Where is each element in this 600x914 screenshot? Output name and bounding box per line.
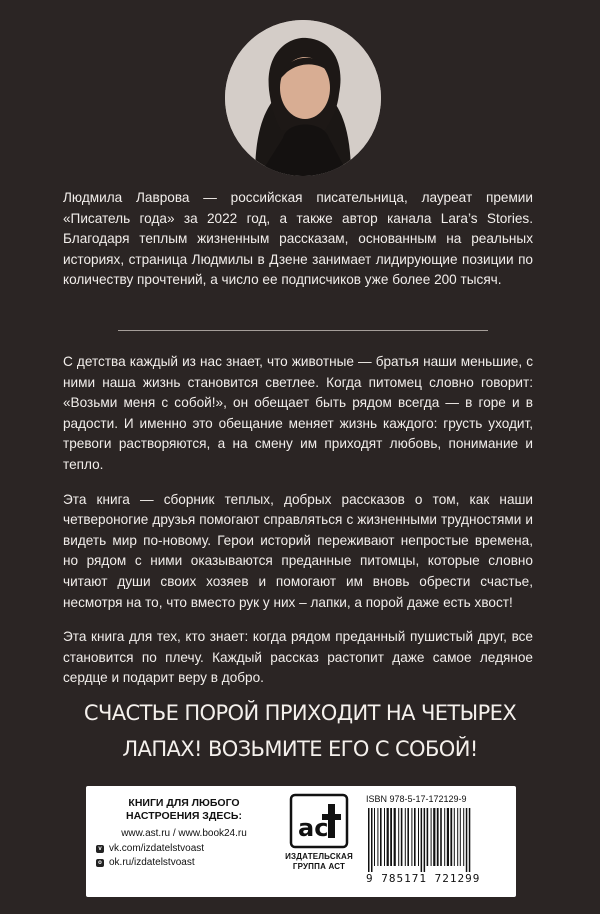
barcode-bar <box>460 808 461 866</box>
publisher-panel <box>86 786 516 897</box>
barcode-bar <box>450 808 452 866</box>
barcode-bar <box>384 808 385 866</box>
tagline-line-1: СЧАСТЬЕ ПОРОЙ ПРИХОДИТ НА ЧЕТЫРЕХ <box>83 701 517 725</box>
author-photo <box>225 20 381 176</box>
barcode-bar <box>437 808 439 866</box>
barcode-bar <box>447 808 449 866</box>
barcode-bar <box>444 808 445 866</box>
barcode-bar <box>463 808 464 866</box>
ok-icon: o <box>96 859 104 867</box>
barcode-bar <box>394 808 396 866</box>
barcode-bar <box>371 808 373 872</box>
barcode-bar <box>380 808 382 866</box>
tagline-line-2: ЛАПАХ! ВОЗЬМИТЕ ЕГО С СОБОЙ! <box>122 737 478 761</box>
barcode-bar <box>457 808 458 866</box>
barcode-bar <box>401 808 403 866</box>
barcode-bar <box>411 808 412 866</box>
barcode-bar <box>390 808 392 866</box>
barcode-bar <box>469 808 471 872</box>
barcode-bar <box>427 808 429 866</box>
vk-link-text: vk.com/izdatelstvoast <box>109 842 205 854</box>
barcode-bar <box>405 808 406 866</box>
promo-title-line-1: КНИГИ ДЛЯ ЛЮБОГО <box>128 797 240 809</box>
barcode-bar <box>377 808 378 866</box>
vk-icon: v <box>96 845 104 853</box>
promo-title <box>96 797 272 823</box>
isbn-label: ISBN 978-5-17-172129-9 <box>366 794 467 804</box>
barcode-bar <box>398 808 399 866</box>
publisher-name-line-1: ИЗДАТЕЛЬСКАЯ <box>285 852 353 861</box>
barcode-bar <box>418 808 419 866</box>
isbn-block <box>366 794 506 885</box>
barcode-bar <box>440 808 442 866</box>
vk-link[interactable] <box>96 842 272 857</box>
barcode-bar <box>421 808 423 872</box>
barcode-bar <box>454 808 455 866</box>
barcode-bar <box>466 808 468 872</box>
divider <box>118 330 488 331</box>
description <box>63 352 533 703</box>
ok-link-text: ok.ru/izdatelstvoast <box>109 857 195 868</box>
description-paragraph: Эта книга — сборник теплых, добрых рассказов о том, как наши четвероногие друзья помогают справляться с жизненными трудностями и видеть мир по-новому. Герои историй переживают непростые времена, но рядом с ними оказываются преданные питомцы, которые словно читают души своих хозяев и помогают им вновь обрести счастье, несмотря на то, что вместо рук у них – лапки, а порой даже есть хвост! <box>63 491 533 610</box>
publisher-name <box>283 852 355 872</box>
promo-title-line-2: НАСТРОЕНИЯ ЗДЕСЬ: <box>126 810 242 822</box>
tagline <box>40 695 560 767</box>
author-portrait <box>225 20 381 176</box>
barcode-digits: 9 785171 721299 <box>366 872 481 885</box>
author-bio: Людмила Лаврова — российская писательница, лауреат премии «Писатель года» за 2022 год, а также автор канала Lara’s Stories. Благодаря теплым жизненным рассказам, основанным на реальных историях, страница Людмилы в Дзене занимает лидирующие позиции по количеству прочтений, а число ее подписчиков уже более 200 тысяч. <box>63 190 533 288</box>
barcode-bar <box>414 808 416 866</box>
barcode-bar <box>433 808 435 866</box>
website-links[interactable]: www.ast.ru / www.book24.ru <box>121 828 247 839</box>
barcode-bar <box>368 808 370 872</box>
barcode-bar <box>374 808 375 866</box>
barcode-bar <box>407 808 409 866</box>
publisher-name-line-2: ГРУППА АСТ <box>292 862 346 871</box>
ok-link[interactable] <box>96 856 272 871</box>
ast-logo-icon <box>288 792 350 850</box>
barcode-bar <box>431 808 432 866</box>
barcode-bar <box>387 808 389 866</box>
barcode-bar <box>424 808 426 872</box>
barcode <box>366 808 498 872</box>
promo-block <box>96 797 272 871</box>
ast-logo-text: ac <box>298 814 329 842</box>
description-paragraph: С детства каждый из нас знает, что животные — братья наши меньшие, с ними наша жизнь становится светлее. Когда питомец словно говорит: «Возьми меня с собой!», он обещает быть рядом всегда — в горе и в радости. И именно это обещание меняет жизнь каждого: грусть уходит, тревоги растворяются, а на смену им приходят любовь, понимание и тепло. <box>63 354 533 472</box>
description-paragraph: Эта книга для тех, кто знает: когда рядом преданный пушистый друг, все становится по плечу. Каждый рассказ растопит даже самое ледяное сердце и подарит веру в добро. <box>63 629 533 686</box>
publisher-logo-block <box>283 792 355 872</box>
